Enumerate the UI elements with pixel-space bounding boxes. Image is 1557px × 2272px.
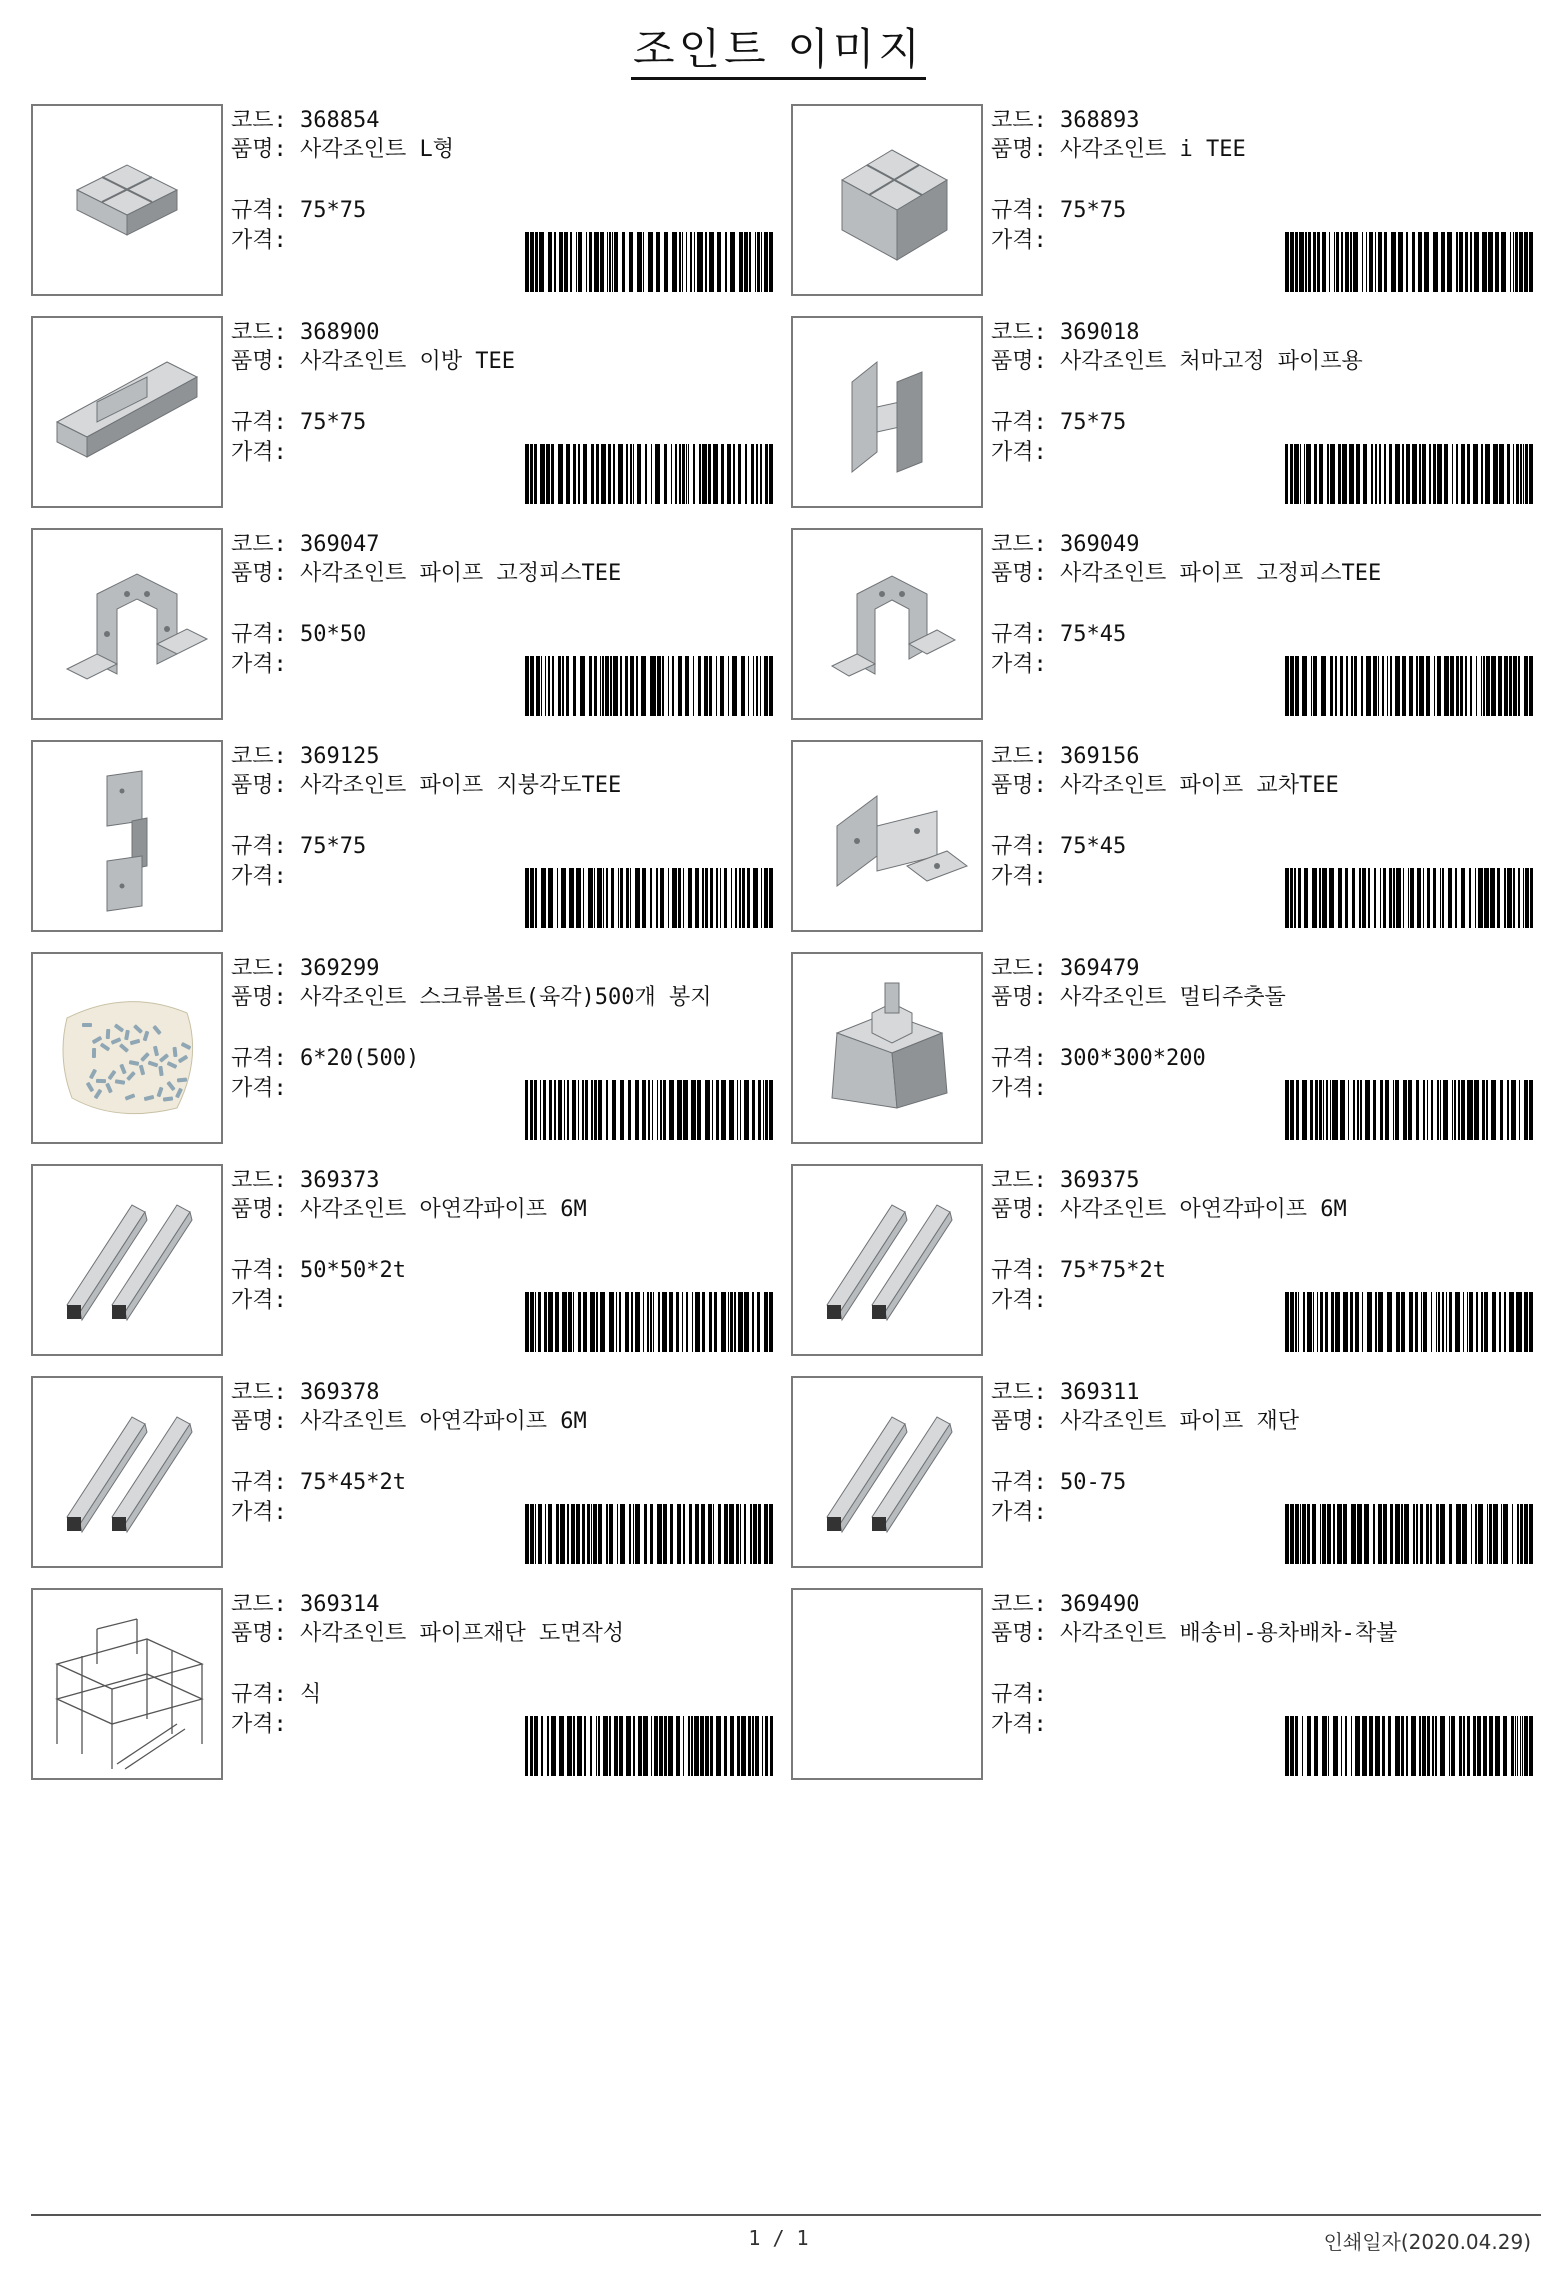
product-code: 369125: [300, 744, 380, 769]
barcode-bar: [770, 1716, 773, 1776]
product-card: [31, 104, 791, 296]
name-label: 품명:: [231, 349, 287, 374]
product-card: [31, 1164, 791, 1356]
spec-label: 규격:: [231, 1046, 287, 1071]
product-thumbnail: [31, 1164, 223, 1356]
price-label: 가격:: [991, 652, 1047, 677]
product-spec: 75*45*2t: [300, 1470, 406, 1495]
product-spec: 75*75: [1060, 198, 1127, 223]
code-label: 코드:: [231, 956, 287, 981]
eave-bracket-icon: [797, 322, 977, 502]
product-code: 369311: [1060, 1380, 1140, 1405]
product-name: 사각조인트 파이프 고정피스TEE: [300, 561, 622, 586]
barcode-bar: [769, 656, 773, 716]
product-code-row: [991, 318, 1551, 348]
product-spec-row: [231, 1468, 791, 1498]
barcode-bar: [769, 444, 773, 504]
product-card: [791, 952, 1551, 1144]
product-code-row: [231, 530, 791, 560]
price-label: 가격:: [231, 1500, 287, 1525]
barcode-bar: [1529, 1080, 1533, 1140]
product-thumbnail: [31, 740, 223, 932]
code-label: 코드:: [991, 956, 1047, 981]
product-card: [791, 104, 1551, 296]
product-name-row: [231, 1408, 771, 1468]
price-label: 가격:: [231, 440, 287, 465]
price-label: 가격:: [231, 864, 287, 889]
code-label: 코드:: [991, 108, 1047, 133]
product-barcode: [525, 1716, 773, 1776]
spec-label: 규격:: [231, 622, 287, 647]
product-spec: 50*50: [300, 622, 367, 647]
code-label: 코드:: [231, 108, 287, 133]
product-thumbnail: [791, 316, 983, 508]
product-name: 사각조인트 처마고정 파이프용: [1060, 349, 1363, 374]
product-spec: 50*50*2t: [300, 1258, 406, 1283]
name-label: 품명:: [231, 1197, 287, 1222]
code-label: 코드:: [231, 1380, 287, 1405]
spec-label: 규격:: [991, 1046, 1047, 1071]
product-name: 사각조인트 아연각파이프 6M: [1060, 1197, 1347, 1222]
price-label: 가격:: [231, 228, 287, 253]
product-code: 369490: [1060, 1592, 1140, 1617]
name-label: 품명:: [231, 137, 287, 162]
product-name: 사각조인트 i TEE: [1060, 137, 1246, 162]
code-label: 코드:: [991, 744, 1047, 769]
barcode-bar: [769, 868, 773, 928]
price-label: 가격:: [991, 1500, 1047, 1525]
name-label: 품명:: [991, 1197, 1047, 1222]
barcode-bar: [769, 1080, 772, 1140]
product-barcode: [1285, 232, 1533, 292]
spec-label: 규격:: [231, 410, 287, 435]
product-spec-row: [991, 196, 1551, 226]
price-label: 가격:: [231, 1076, 287, 1101]
product-card: [31, 528, 791, 720]
spec-label: 규격:: [991, 834, 1047, 859]
product-card: [31, 1376, 791, 1568]
product-name-row: [231, 772, 771, 832]
product-code-row: [231, 1590, 791, 1620]
roof-angle-tee-icon: [37, 746, 217, 926]
code-label: 코드:: [991, 532, 1047, 557]
product-card: [791, 316, 1551, 508]
product-barcode: [525, 444, 773, 504]
code-label: 코드:: [991, 320, 1047, 345]
barcode-bar: [1529, 444, 1532, 504]
barcode-bar: [1529, 1716, 1533, 1776]
product-barcode: [525, 1504, 773, 1564]
product-barcode: [1285, 1716, 1533, 1776]
product-card: [791, 1588, 1551, 1780]
spec-label: 규격:: [991, 410, 1047, 435]
product-name-row: [991, 772, 1531, 832]
product-code: 369314: [300, 1592, 380, 1617]
product-name-row: [991, 560, 1531, 620]
spec-label: 규격:: [991, 1258, 1047, 1283]
product-spec: 75*45: [1060, 622, 1127, 647]
product-code-row: [231, 318, 791, 348]
product-name-row: [231, 560, 771, 620]
product-spec-row: [991, 1256, 1551, 1286]
product-code: 369299: [300, 956, 380, 981]
product-name-row: [991, 1408, 1531, 1468]
product-spec: 75*45: [1060, 834, 1127, 859]
product-barcode: [1285, 1080, 1533, 1140]
product-code-row: [991, 742, 1551, 772]
name-label: 품명:: [231, 1409, 287, 1434]
cross-tee-icon: [797, 746, 977, 926]
name-label: 품명:: [231, 985, 287, 1010]
product-name: 사각조인트 배송비-용차배차-착불: [1060, 1621, 1398, 1646]
product-spec-row: [231, 408, 791, 438]
l-joint-icon: [37, 110, 217, 290]
product-name: 사각조인트 파이프 재단: [1060, 1409, 1300, 1434]
price-label: 가격:: [231, 1712, 287, 1737]
product-thumbnail: [791, 1164, 983, 1356]
product-name-row: [231, 1620, 771, 1680]
product-code: 369156: [1060, 744, 1140, 769]
product-code: 369049: [1060, 532, 1140, 557]
code-label: 코드:: [231, 532, 287, 557]
spec-label: 규격:: [991, 1470, 1047, 1495]
product-code-row: [991, 1166, 1551, 1196]
product-thumbnail: [791, 952, 983, 1144]
u-bracket-icon: [37, 534, 217, 714]
spec-label: 규격:: [991, 1682, 1047, 1707]
product-spec-row: [991, 1044, 1551, 1074]
product-name: 사각조인트 멀티주춧돌: [1060, 985, 1286, 1010]
product-spec-row: [231, 832, 791, 862]
print-date: 인쇄일자(2020.04.29): [1323, 2230, 1531, 2254]
product-name: 사각조인트 스크류볼트(육각)500개 봉지: [300, 985, 712, 1010]
product-spec-row: [991, 408, 1551, 438]
product-name-row: [231, 136, 771, 196]
product-barcode: [525, 656, 773, 716]
blank-image: [797, 1594, 977, 1774]
product-name: 사각조인트 L형: [300, 137, 455, 162]
product-card: [31, 740, 791, 932]
two-way-tee-icon: [37, 322, 217, 502]
product-name-row: [231, 984, 771, 1044]
spec-label: 규격:: [231, 1258, 287, 1283]
product-spec-row: [991, 1468, 1551, 1498]
product-name: 사각조인트 파이프 고정피스TEE: [1060, 561, 1382, 586]
name-label: 품명:: [991, 1409, 1047, 1434]
product-thumbnail: [31, 104, 223, 296]
spec-label: 규격:: [231, 1470, 287, 1495]
product-name-row: [231, 1196, 771, 1256]
product-spec: 75*75: [1060, 410, 1127, 435]
product-code: 369479: [1060, 956, 1140, 981]
product-barcode: [1285, 444, 1533, 504]
product-spec-row: [231, 196, 791, 226]
name-label: 품명:: [991, 1621, 1047, 1646]
product-barcode: [525, 868, 773, 928]
product-code: 369047: [300, 532, 380, 557]
product-code: 369378: [300, 1380, 380, 1405]
product-thumbnail: [791, 1588, 983, 1780]
product-card: [31, 1588, 791, 1780]
price-label: 가격:: [991, 440, 1047, 465]
product-card: [31, 316, 791, 508]
spec-label: 규격:: [231, 834, 287, 859]
product-name: 사각조인트 파이프재단 도면작성: [300, 1621, 625, 1646]
price-label: 가격:: [991, 1288, 1047, 1313]
name-label: 품명:: [991, 137, 1047, 162]
product-spec-row: [231, 1256, 791, 1286]
product-barcode: [1285, 868, 1533, 928]
product-name: 사각조인트 아연각파이프 6M: [300, 1409, 587, 1434]
product-name: 사각조인트 이방 TEE: [300, 349, 515, 374]
product-thumbnail: [791, 104, 983, 296]
product-code-row: [991, 106, 1551, 136]
product-spec: 75*75: [300, 834, 367, 859]
product-code-row: [231, 742, 791, 772]
product-spec-row: [991, 1680, 1551, 1710]
structure-drawing-icon: [37, 1594, 217, 1774]
product-barcode: [525, 1080, 773, 1140]
product-code: 369375: [1060, 1168, 1140, 1193]
price-label: 가격:: [991, 864, 1047, 889]
product-name-row: [991, 136, 1531, 196]
square-pipe-icon: [37, 1382, 217, 1562]
product-code-row: [991, 1378, 1551, 1408]
square-pipe-icon: [797, 1382, 977, 1562]
spec-label: 규격:: [231, 1682, 287, 1707]
product-code: 369018: [1060, 320, 1140, 345]
page-number: 1 / 1: [748, 2226, 809, 2250]
price-label: 가격:: [231, 1288, 287, 1313]
product-code-row: [991, 954, 1551, 984]
product-name: 사각조인트 파이프 교차TEE: [1060, 773, 1339, 798]
product-code-row: [991, 1590, 1551, 1620]
product-card: [31, 952, 791, 1144]
barcode-bar: [1529, 1292, 1533, 1352]
product-code: 369373: [300, 1168, 380, 1193]
product-name-row: [231, 348, 771, 408]
product-barcode: [1285, 1292, 1533, 1352]
name-label: 품명:: [231, 1621, 287, 1646]
square-pipe-icon: [797, 1170, 977, 1350]
name-label: 품명:: [231, 773, 287, 798]
product-spec: 300*300*200: [1060, 1046, 1206, 1071]
product-spec: 식: [300, 1682, 322, 1707]
name-label: 품명:: [231, 561, 287, 586]
product-barcode: [1285, 1504, 1533, 1564]
barcode-bar: [1529, 1504, 1533, 1564]
barcode-bar: [1529, 232, 1533, 292]
barcode-bar: [769, 1504, 773, 1564]
product-spec: 50-75: [1060, 1470, 1127, 1495]
barcode-bar: [1530, 868, 1534, 928]
product-code: 368900: [300, 320, 380, 345]
product-name: 사각조인트 아연각파이프 6M: [300, 1197, 587, 1222]
product-spec-row: [991, 620, 1551, 650]
product-code: 368893: [1060, 108, 1140, 133]
product-name-row: [991, 348, 1531, 408]
product-spec: 6*20(500): [300, 1046, 420, 1071]
footer-divider: [31, 2214, 1541, 2216]
product-thumbnail: [31, 316, 223, 508]
price-label: 가격:: [991, 1076, 1047, 1101]
product-thumbnail: [31, 528, 223, 720]
product-thumbnail: [31, 952, 223, 1144]
foundation-block-icon: [797, 958, 977, 1138]
price-label: 가격:: [991, 1712, 1047, 1737]
product-name: 사각조인트 파이프 지붕각도TEE: [300, 773, 622, 798]
product-code-row: [231, 1378, 791, 1408]
product-spec-row: [231, 620, 791, 650]
spec-label: 규격:: [991, 198, 1047, 223]
name-label: 품명:: [991, 773, 1047, 798]
code-label: 코드:: [231, 320, 287, 345]
product-barcode: [525, 232, 773, 292]
product-spec-row: [231, 1680, 791, 1710]
product-name-row: [991, 984, 1531, 1044]
code-label: 코드:: [991, 1168, 1047, 1193]
name-label: 품명:: [991, 349, 1047, 374]
product-thumbnail: [31, 1588, 223, 1780]
i-tee-joint-icon: [797, 110, 977, 290]
product-thumbnail: [791, 1376, 983, 1568]
product-name-row: [991, 1196, 1531, 1256]
product-spec: 75*75: [300, 198, 367, 223]
name-label: 품명:: [991, 561, 1047, 586]
product-spec: 75*75: [300, 410, 367, 435]
product-barcode: [1285, 656, 1533, 716]
product-spec-row: [991, 832, 1551, 862]
code-label: 코드:: [991, 1592, 1047, 1617]
product-spec: 75*75*2t: [1060, 1258, 1166, 1283]
code-label: 코드:: [991, 1380, 1047, 1405]
code-label: 코드:: [231, 1592, 287, 1617]
spec-label: 규격:: [991, 622, 1047, 647]
product-code-row: [231, 954, 791, 984]
barcode-bar: [769, 1292, 773, 1352]
name-label: 품명:: [991, 985, 1047, 1010]
barcode-bar: [769, 232, 773, 292]
square-pipe-icon: [37, 1170, 217, 1350]
code-label: 코드:: [231, 744, 287, 769]
screw-bag-icon: [37, 958, 217, 1138]
price-label: 가격:: [991, 228, 1047, 253]
product-code-row: [991, 530, 1551, 560]
u-bracket-small-icon: [797, 534, 977, 714]
product-name-row: [991, 1620, 1531, 1680]
product-code-row: [231, 106, 791, 136]
page-title: 조인트 이미지: [0, 16, 1557, 77]
product-code: 368854: [300, 108, 380, 133]
product-thumbnail: [791, 528, 983, 720]
code-label: 코드:: [231, 1168, 287, 1193]
product-thumbnail: [31, 1376, 223, 1568]
product-barcode: [525, 1292, 773, 1352]
product-card: [791, 1164, 1551, 1356]
product-spec-row: [231, 1044, 791, 1074]
product-card: [791, 528, 1551, 720]
product-card: [791, 740, 1551, 932]
product-card: [791, 1376, 1551, 1568]
spec-label: 규격:: [231, 198, 287, 223]
barcode-bar: [1529, 656, 1533, 716]
product-thumbnail: [791, 740, 983, 932]
product-code-row: [231, 1166, 791, 1196]
price-label: 가격:: [231, 652, 287, 677]
